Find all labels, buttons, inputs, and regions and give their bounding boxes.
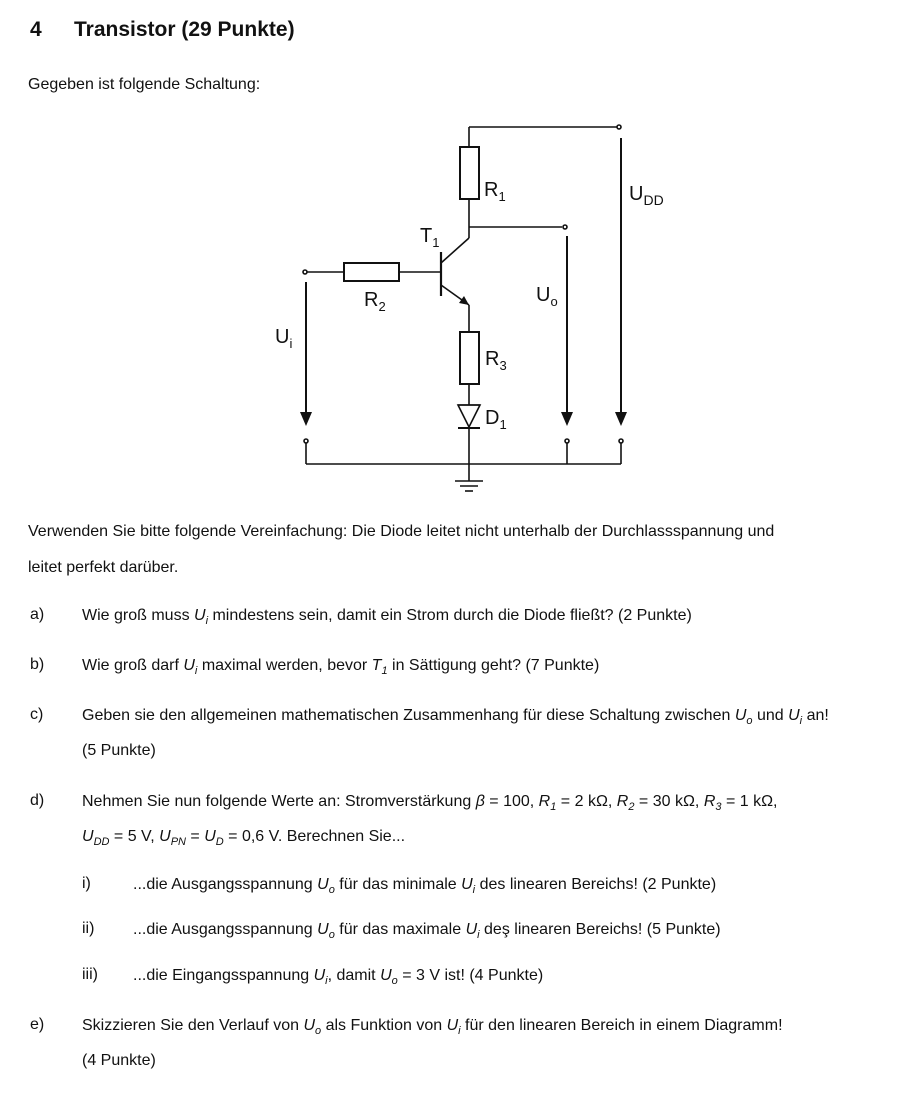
label-t1: $T_1$ bbox=[420, 225, 440, 250]
subquestion-ii-text: ...die Ausgangsspannung $U_o$ für das maximale $U_i$ deş linearen Bereichs! (5 Punkte) bbox=[133, 921, 721, 942]
subquestion-ii-label: ii) bbox=[82, 920, 95, 937]
question-d-values-line-1: Nehmen Sie nun folgende Werte an: Stromverstärkung β = 100, $R_1 = 2$ kΩ, $R_2 = 30$ kΩ, $R_3 = 1$ kΩ, bbox=[82, 793, 778, 814]
label-r3: $R_3$ bbox=[485, 348, 507, 373]
question-e-points: (4 Punkte) bbox=[82, 1052, 156, 1069]
label-r1: $R_1$ bbox=[484, 179, 506, 204]
question-b-label: b) bbox=[30, 656, 45, 673]
subquestion-i-text: ...die Ausgangsspannung $U_o$ für das minimale $U_i$ des linearen Bereichs! (2 Punkte) bbox=[133, 876, 717, 897]
question-e-label: e) bbox=[30, 1016, 45, 1033]
resistor-r1 bbox=[460, 147, 479, 199]
label-r2: $R_2$ bbox=[364, 289, 386, 314]
section-number: 4 bbox=[30, 18, 42, 41]
question-a-text: Wie groß muss $U_i$ mindestens sein, damit ein Strom durch die Diode fließt? (2 Punkte) bbox=[82, 607, 692, 628]
ground-symbol bbox=[455, 481, 483, 491]
diode-d1 bbox=[458, 405, 480, 428]
simplification-line-2: leitet perfekt darüber. bbox=[28, 559, 179, 576]
question-c-text: Geben sie den allgemeinen mathematischen Zusammenhang für diese Schaltung zwischen $U_o$ und $U_i$ an! bbox=[82, 707, 829, 728]
label-udd: $U_{DD}$ bbox=[629, 183, 664, 208]
question-e-text: Skizzieren Sie den Verlauf von $U_o$ als Funktion von $U_i$ für den linearen Bereich in einem Diagramm! bbox=[82, 1017, 783, 1038]
label-uo: $U_o$ bbox=[536, 284, 558, 309]
simplification-line-1: Verwenden Sie bitte folgende Vereinfachung: Die Diode leitet nicht unterhalb der Durchlassspannung und bbox=[28, 523, 775, 540]
question-c-label: c) bbox=[30, 706, 44, 723]
resistor-r2 bbox=[344, 263, 399, 281]
intro-text: Gegeben ist folgende Schaltung: bbox=[28, 76, 261, 93]
question-a-label: a) bbox=[30, 606, 45, 623]
question-d-values-line-2: $U_{DD} = 5$ V, $U_{PN} = U_D = 0,6$ V. Berechnen Sie... bbox=[82, 828, 406, 849]
resistor-r3 bbox=[460, 332, 479, 384]
subquestion-iii-label: iii) bbox=[82, 966, 98, 983]
section-title: Transistor (29 Punkte) bbox=[74, 18, 295, 41]
label-ui: $U_i$ bbox=[275, 326, 293, 351]
question-c-points: (5 Punkte) bbox=[82, 742, 156, 759]
question-b-text: Wie groß darf $U_i$ maximal werden, bevor $T_1$ in Sättigung geht? (7 Punkte) bbox=[82, 657, 600, 678]
subquestion-iii-text: ...die Eingangsspannung $U_i$, damit $U_o = 3$ V ist! (4 Punkte) bbox=[133, 967, 544, 988]
label-d1: $D_1$ bbox=[485, 407, 507, 432]
subquestion-i-label: i) bbox=[82, 875, 91, 892]
question-d-label: d) bbox=[30, 792, 45, 809]
